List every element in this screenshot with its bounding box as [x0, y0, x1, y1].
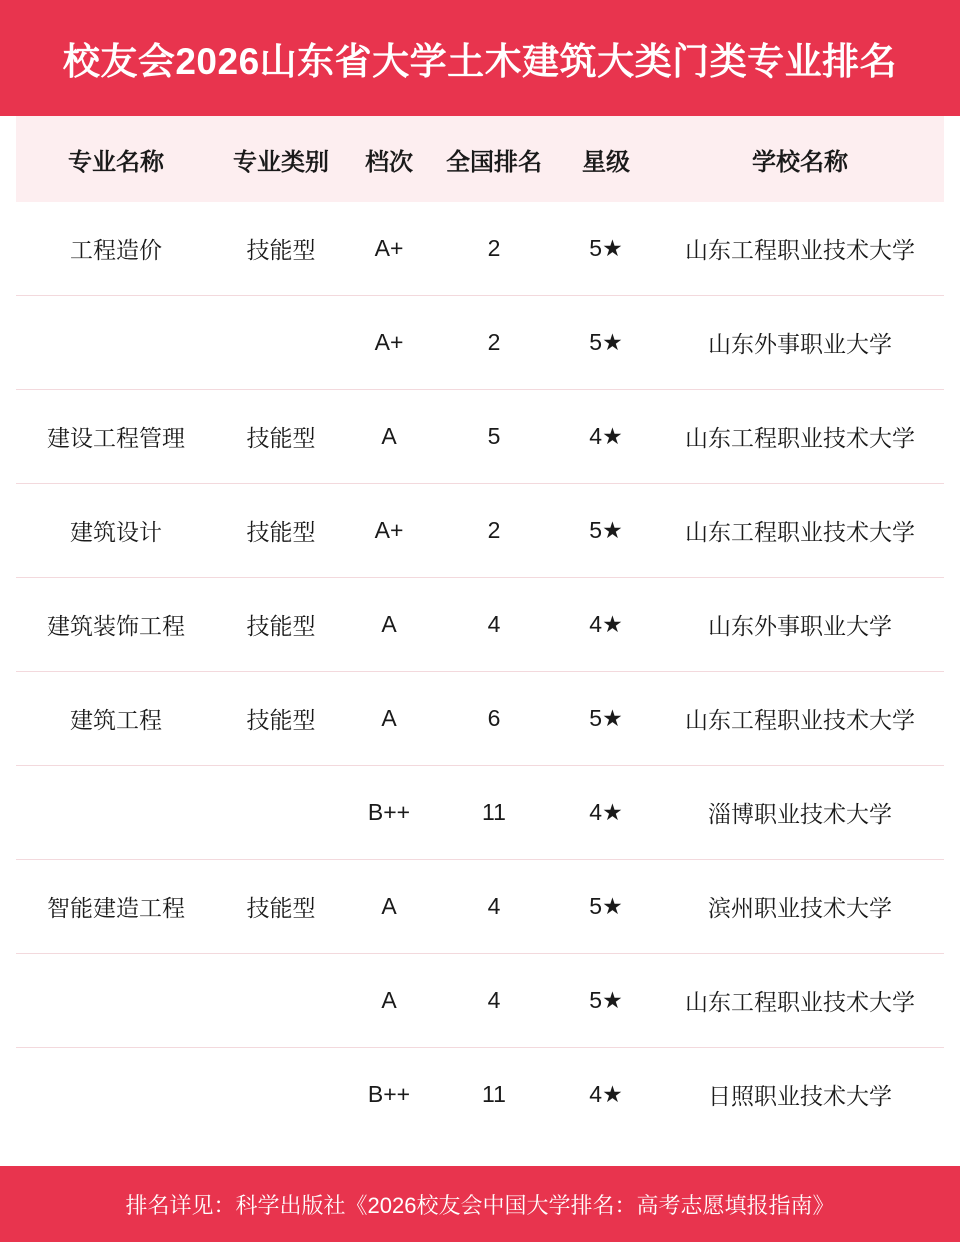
column-header-school: 学校名称	[752, 148, 848, 176]
table-row	[16, 1048, 944, 1142]
cell-grade: A	[346, 860, 432, 954]
cell-type: 技能型	[216, 578, 346, 672]
cell-grade: A	[346, 578, 432, 672]
cell-school: 山东工程职业技术大学	[656, 484, 944, 578]
column-header-type: 专业类别	[233, 148, 329, 176]
footer-note: 排名详见：科学出版社《2026校友会中国大学排名：高考志愿填报指南》	[125, 1192, 835, 1218]
cell-major: 建设工程管理	[16, 390, 216, 484]
cell-school: 淄博职业技术大学	[656, 766, 944, 860]
cell-major	[16, 296, 216, 390]
table-head	[16, 116, 944, 202]
cell-type: 技能型	[216, 484, 346, 578]
cell-major: 建筑装饰工程	[16, 578, 216, 672]
cell-grade: B++	[367, 1081, 411, 1107]
ranking-table	[16, 116, 944, 1141]
cell-star: 5★	[556, 484, 656, 578]
cell-national-rank: 11	[432, 766, 556, 860]
cell-star: 4★	[589, 1081, 623, 1107]
cell-grade: A	[346, 954, 432, 1048]
cell-grade: A	[346, 390, 432, 484]
page-header	[0, 0, 960, 116]
column-header-major: 专业名称	[68, 148, 164, 176]
column-header-star: 星级	[582, 148, 630, 176]
ranking-table-container	[0, 116, 960, 1166]
cell-national-rank: 11	[482, 1081, 506, 1107]
table-row	[16, 954, 944, 1048]
cell-national-rank: 2	[432, 296, 556, 390]
cell-type	[216, 1048, 346, 1142]
table-row	[16, 202, 944, 296]
cell-star: 5★	[556, 860, 656, 954]
cell-national-rank: 6	[432, 672, 556, 766]
column-header-grade: 档次	[365, 148, 413, 176]
cell-major	[16, 1048, 216, 1142]
cell-star: 5★	[556, 954, 656, 1048]
cell-national-rank: 4	[432, 954, 556, 1048]
cell-national-rank: 4	[432, 860, 556, 954]
cell-type: 技能型	[216, 672, 346, 766]
page-footer	[0, 1166, 960, 1242]
table-row	[16, 296, 944, 390]
table-row	[16, 672, 944, 766]
cell-type: 技能型	[216, 860, 346, 954]
cell-star: 5★	[556, 202, 656, 296]
cell-star: 4★	[556, 766, 656, 860]
cell-school: 山东外事职业大学	[656, 578, 944, 672]
cell-grade: A+	[346, 484, 432, 578]
cell-school: 山东工程职业技术大学	[656, 202, 944, 296]
cell-school: 山东工程职业技术大学	[656, 390, 944, 484]
cell-national-rank: 2	[432, 484, 556, 578]
table-row	[16, 578, 944, 672]
cell-school: 山东工程职业技术大学	[656, 672, 944, 766]
page-title: 校友会2026山东省大学土木建筑大类门类专业排名	[62, 41, 898, 82]
cell-star: 4★	[556, 390, 656, 484]
cell-school: 日照职业技术大学	[708, 1083, 892, 1109]
cell-grade: B++	[346, 766, 432, 860]
table-row	[16, 484, 944, 578]
cell-major	[16, 766, 216, 860]
cell-type	[216, 296, 346, 390]
cell-grade: A+	[346, 296, 432, 390]
cell-national-rank: 5	[432, 390, 556, 484]
table-row	[16, 390, 944, 484]
cell-national-rank: 2	[432, 202, 556, 296]
cell-major: 建筑设计	[16, 484, 216, 578]
cell-star: 4★	[556, 578, 656, 672]
cell-type	[216, 954, 346, 1048]
table-header-row	[16, 116, 944, 202]
cell-school: 山东外事职业大学	[656, 296, 944, 390]
table-row	[16, 860, 944, 954]
cell-type: 技能型	[216, 202, 346, 296]
table-row	[16, 766, 944, 860]
cell-type	[216, 766, 346, 860]
cell-major	[16, 954, 216, 1048]
cell-star: 5★	[556, 672, 656, 766]
column-header-national-rank: 全国排名	[446, 148, 542, 176]
cell-type: 技能型	[216, 390, 346, 484]
cell-major: 工程造价	[16, 202, 216, 296]
cell-national-rank: 4	[432, 578, 556, 672]
cell-school: 滨州职业技术大学	[656, 860, 944, 954]
cell-grade: A+	[346, 202, 432, 296]
cell-school: 山东工程职业技术大学	[656, 954, 944, 1048]
cell-star: 5★	[556, 296, 656, 390]
cell-major: 建筑工程	[16, 672, 216, 766]
cell-major: 智能建造工程	[16, 860, 216, 954]
cell-grade: A	[346, 672, 432, 766]
table-body	[16, 202, 944, 1141]
